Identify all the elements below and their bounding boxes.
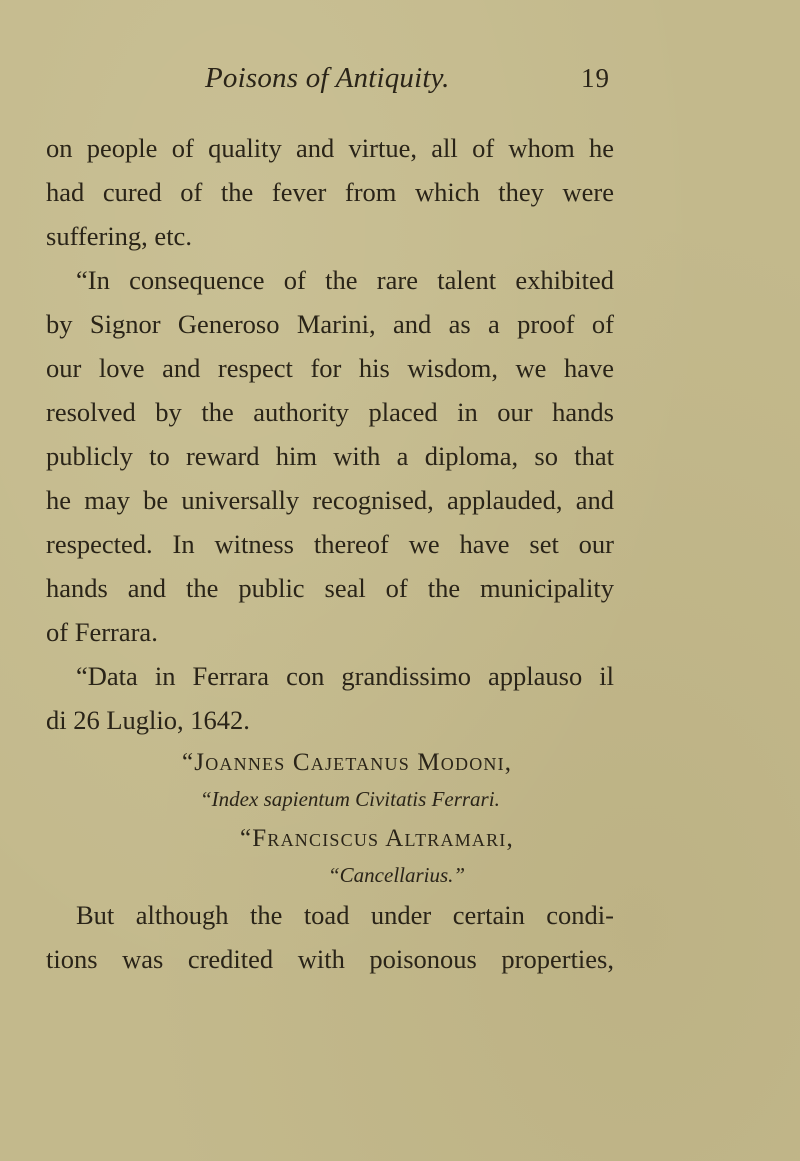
text-line: resolved by the authority placed in our hands: [46, 397, 614, 427]
page-number: 19: [581, 63, 610, 93]
text-line: respected. In witness thereof we have set our: [46, 529, 614, 559]
signature-title: “Cancellarius.”: [328, 863, 466, 887]
signature-name: “Franciscus Altramari,: [240, 825, 514, 852]
text-line: di 26 Luglio, 1642.: [46, 705, 250, 735]
text-line: on people of quality and virtue, all of whom he: [46, 133, 614, 163]
text-line: suffering, etc.: [46, 221, 192, 251]
running-head: [205, 62, 610, 102]
text-line: publicly to reward him with a diploma, so that: [46, 441, 614, 471]
text-line: had cured of the fever from which they were: [46, 177, 614, 207]
running-title: Poisons of Antiquity.: [205, 62, 450, 94]
text-line: hands and the public seal of the municipality: [46, 573, 614, 603]
text-line: our love and respect for his wisdom, we have: [46, 353, 614, 383]
text-line: “In consequence of the rare talent exhibited: [76, 265, 614, 295]
text-line: of Ferrara.: [46, 617, 158, 647]
signature-name: “Joannes Cajetanus Modoni,: [182, 749, 513, 776]
text-line: But although the toad under certain condi-: [76, 900, 614, 930]
text-line: by Signor Generoso Marini, and as a proof of: [46, 309, 614, 339]
text-line: he may be universally recognised, applauded, and: [46, 485, 614, 515]
text-line: “Data in Ferrara con grandissimo applauso il: [76, 661, 614, 691]
signature-title: “Index sapientum Civitatis Ferrari.: [200, 787, 500, 811]
text-line: tions was credited with poisonous properties,: [46, 944, 614, 974]
